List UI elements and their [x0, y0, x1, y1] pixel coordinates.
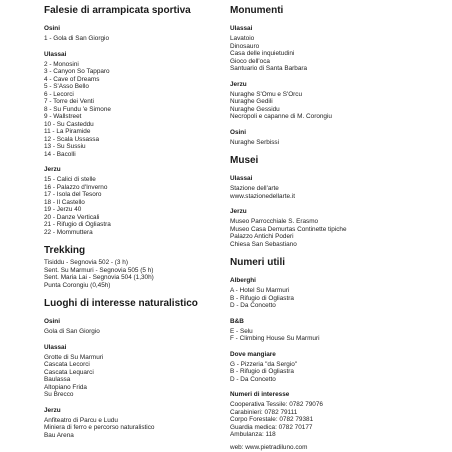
luoghi-ulassai-item: Cascata Lecorci [44, 361, 90, 368]
falesie-jerzu-item: 15 - Calici di stelle [44, 176, 96, 183]
luoghi-jerzu-heading: Jerzu [44, 406, 61, 414]
bnb-heading: B&B [230, 317, 244, 325]
musei-ulassai-heading: Ulassai [230, 175, 253, 182]
alberghi-heading: Alberghi [230, 277, 256, 284]
falesie-osini-item: 1 - Gola di San Giorgio [44, 35, 110, 42]
trekking-item: Sent. Maria Lai - Segnovia 504 (1,30h) [44, 274, 154, 281]
falesie-jerzu-item: 18 - Il Castello [44, 198, 85, 206]
bnb-item: E - Selu [230, 327, 253, 335]
luoghi-ulassai-item: Baulassa [44, 376, 71, 383]
luoghi-jerzu-item: Bau Arena [44, 431, 74, 439]
numeri-interesse-item: Corpo Forestale: 0782 79381 [230, 416, 314, 423]
luoghi-jerzu-item: Miniera di ferro e percorso naturalistico [44, 424, 155, 431]
falesie-ulassai-item: 2 - Monosini [44, 60, 79, 68]
falesie-osini-heading: Osini [44, 25, 60, 32]
trekking-item: Sent. Su Marmuri - Segnovia 505 (5 h) [44, 266, 154, 274]
alberghi-item: D - Da Concetto [230, 302, 276, 309]
luoghi-ulassai-item: Altopiano Frida [44, 383, 87, 391]
musei-title: Musei [230, 155, 259, 166]
numeri-interesse-item: Guardia medica: 0782 70177 [230, 423, 313, 431]
falesie-jerzu-item: 22 - Mommuttera [44, 228, 93, 236]
trekking-item: Punta Corongiu (0,45h) [44, 281, 111, 289]
luoghi-ulassai-item: Cascata Lequarci [44, 368, 94, 376]
musei-jerzu-item: Chiesa San Sebastiano [230, 240, 297, 248]
trekking-title: Trekking [44, 245, 86, 256]
monumenti-ulassai-item: Gioco dell'oca [230, 57, 270, 65]
monumenti-ulassai-item: Lavatoio [230, 35, 255, 42]
musei-jerzu-item: Museo Parrocchiale S. Erasmo [230, 218, 319, 225]
dove-mangiare-item: D - Da Concetto [230, 375, 276, 383]
musei-ulassai-item: Stazione dell'arte [230, 185, 279, 192]
left-column [44, 0, 224, 439]
trekking-item: Tisiddu - Segnovia 502 - (3 h) [44, 259, 128, 266]
falesie-ulassai-item: 9 - Wallstreet [44, 113, 82, 120]
monumenti-ulassai-item: Dinosauro [230, 42, 260, 50]
right-column [230, 0, 445, 451]
monumenti-ulassai-item: Casa delle inquietudini [230, 50, 295, 57]
numeri-interesse-item: Ambulanza: 118 [230, 431, 276, 438]
monumenti-jerzu-item: Nuraghe S'Omu e S'Orcu [230, 90, 303, 98]
luoghi-ulassai-item: Grotte di Su Marmuri [44, 353, 104, 361]
falesie-ulassai-item: 4 - Cave of Dreams [44, 75, 100, 83]
monumenti-jerzu-heading: Jerzu [230, 80, 247, 88]
numeri-interesse-item: Carabinieri: 0782 79111 [230, 408, 298, 416]
falesie-ulassai-item: 8 - Su Fundu 'e Simone [44, 105, 111, 113]
falesie-jerzu-item: 20 - Danze Verticali [44, 213, 100, 221]
falesie-title: Falesie di arrampicata sportiva [44, 5, 191, 16]
bnb-item: F - Climbing House Su Marmuri [230, 335, 320, 342]
website-link[interactable]: web: www.pietradiluno.com [230, 443, 308, 451]
luoghi-jerzu-item: Anfiteatro di Parcu e Ludu [44, 416, 118, 424]
luoghi-ulassai-heading: Ulassai [44, 343, 67, 351]
monumenti-jerzu-item: Nuraghe Gedili [230, 98, 273, 105]
falesie-jerzu-item: 19 - Jerzu 40 [44, 206, 82, 213]
numeri-title: Numeri utili [230, 257, 286, 268]
monumenti-ulassai-item: Santuario di Santa Barbara [230, 65, 308, 72]
monumenti-osini-heading: Osini [230, 128, 246, 136]
musei-jerzu-item: Museo Casa Demurtas Continette tipiche [230, 225, 347, 233]
musei-ulassai-item: www.stazionedellarte.it [230, 192, 296, 200]
alberghi-item: B - Rifugio di Ogliastra [230, 294, 294, 302]
monumenti-jerzu-item: Necropoli e capanne di M. Corongiu [230, 113, 332, 120]
dove-mangiare-item: G - Pizzeria "da Sergio" [230, 360, 298, 368]
falesie-ulassai-item: 3 - Canyon So Tapparo [44, 68, 110, 75]
musei-jerzu-item: Palazzo Antichi Poderi [230, 233, 294, 240]
falesie-ulassai-item: 7 - Torre dei Venti [44, 98, 94, 105]
falesie-jerzu-item: 17 - Isola del Tesoro [44, 191, 102, 198]
falesie-ulassai-heading: Ulassai [44, 50, 67, 58]
falesie-ulassai-item: 12 - Scala Ussassa [44, 135, 100, 143]
monumenti-jerzu-item: Nuraghe Gessidu [230, 105, 280, 113]
monumenti-osini-item: Nuraghe Serbissi [230, 138, 280, 146]
numeri-interesse-item: Cooperativa Tessile: 0782 79076 [230, 401, 323, 408]
falesie-jerzu-item: 21 - Rifugio di Ogliastra [44, 221, 111, 228]
luoghi-ulassai-item: Su Brecco [44, 391, 74, 398]
falesie-ulassai-item: 13 - Su Sussiu [44, 143, 86, 150]
luoghi-osini-item: Gola di San Giorgio [44, 328, 100, 335]
falesie-jerzu-heading: Jerzu [44, 166, 61, 173]
falesie-ulassai-item: 6 - Lecorci [44, 90, 74, 98]
dove-mangiare-heading: Dove mangiare [230, 350, 276, 358]
falesie-ulassai-item: 5 - S'Asso Bello [44, 83, 89, 90]
luoghi-title: Luoghi di interesse naturalistico [44, 298, 198, 309]
monumenti-ulassai-heading: Ulassai [230, 25, 253, 32]
dove-mangiare-item: B - Rifugio di Ogliastra [230, 368, 294, 375]
numeri-interesse-heading: Numeri di interesse [230, 391, 290, 398]
monumenti-title: Monumenti [230, 5, 284, 16]
alberghi-item: A - Hotel Su Marmuri [230, 287, 290, 294]
falesie-ulassai-item: 14 - Bacolli [44, 150, 76, 158]
falesie-ulassai-item: 10 - Su Casteddu [44, 120, 94, 128]
musei-jerzu-heading: Jerzu [230, 208, 247, 215]
falesie-ulassai-item: 11 - La Piramide [44, 128, 91, 135]
luoghi-osini-heading: Osini [44, 318, 60, 325]
falesie-jerzu-item: 16 - Palazzo d'Inverno [44, 183, 108, 191]
